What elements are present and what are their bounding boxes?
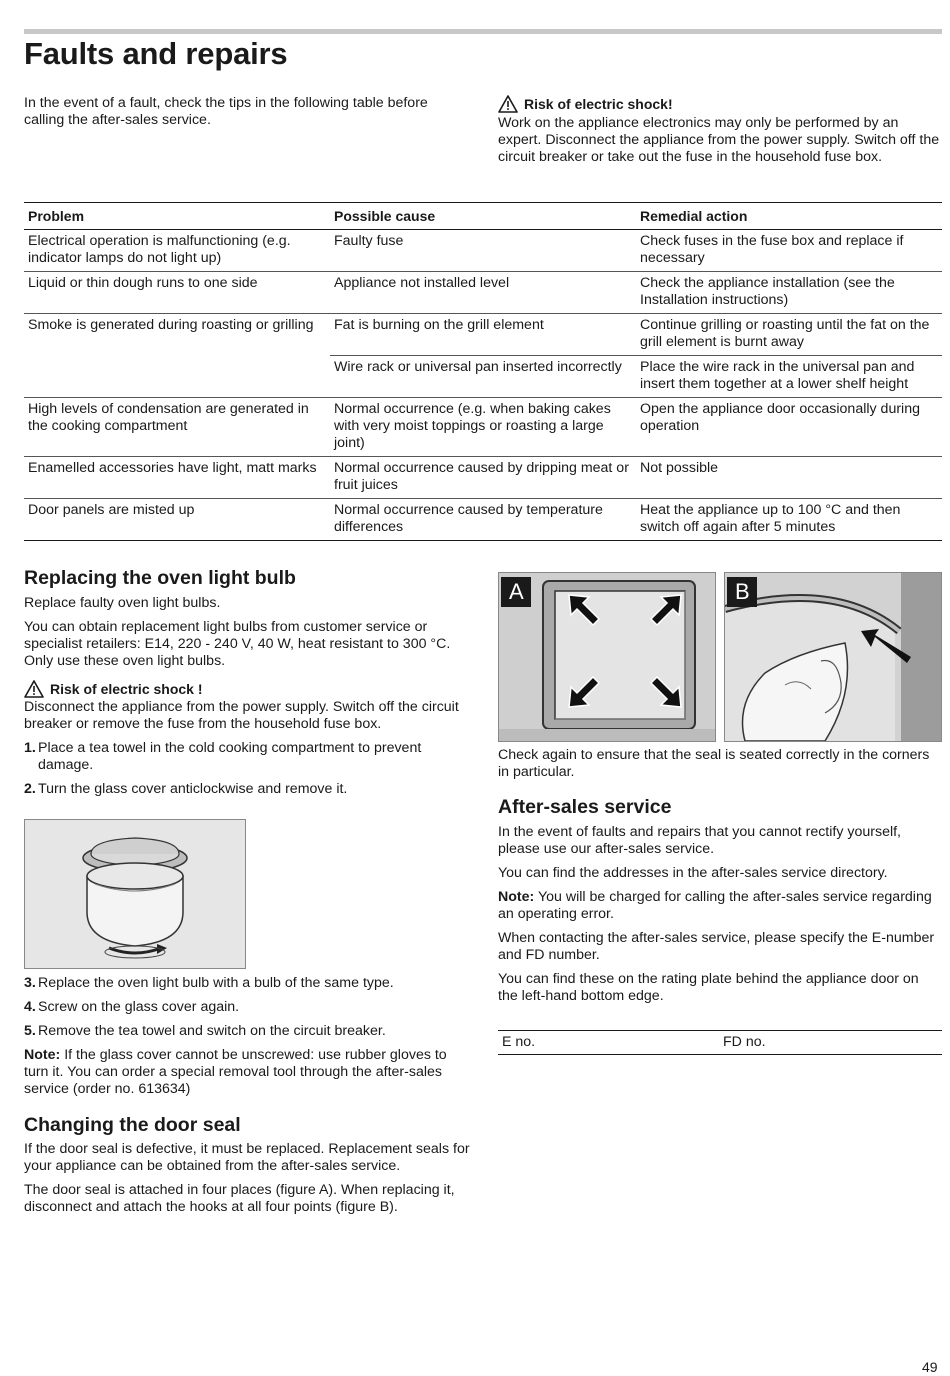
header-cause: Possible cause: [330, 203, 636, 230]
table-row: [24, 230, 942, 272]
door-seal-figure-b: [724, 572, 942, 742]
cause-cell: Normal occurrence caused by dripping meat or fruit juices: [330, 457, 636, 499]
bulb-section: [24, 567, 472, 805]
problem-cell: Door panels are misted up: [24, 499, 330, 541]
service-paragraph: In the event of faults and repairs that you cannot rectify yourself, please use our after-sales service.: [498, 824, 901, 857]
action-cell: Continue grilling or roasting until the fat on the grill element is burnt away: [636, 314, 942, 356]
service-heading: After-sales service: [498, 796, 672, 818]
action-cell: Not possible: [636, 457, 942, 499]
page-title: Faults and repairs: [24, 36, 288, 71]
list-item: 5. Remove the tea towel and switch on the circuit breaker.: [24, 1023, 386, 1039]
service-column: [498, 747, 942, 1012]
cause-cell: Faulty fuse: [330, 230, 636, 272]
table-row: [24, 457, 942, 499]
problem-cell: Liquid or thin dough runs to one side: [24, 272, 330, 314]
cause-cell: Wire rack or universal pan inserted incorrectly: [330, 356, 636, 398]
header-action: Remedial action: [636, 203, 942, 230]
seal-heading: Changing the door seal: [24, 1114, 241, 1136]
action-cell: Check fuses in the fuse box and replace if necessary: [636, 230, 942, 272]
list-item: 2. Turn the glass cover anticlockwise and remove it.: [24, 781, 348, 797]
seal-paragraph: The door seal is attached in four places (figure A). When replacing it, disconnect and attach the hooks at all four points (figure B).: [24, 1182, 455, 1215]
intro-text: In the event of a fault, check the tips in the following table before calling the after-sales service.: [24, 95, 428, 128]
problem-cell: Enamelled accessories have light, matt marks: [24, 457, 330, 499]
bulb-paragraph: You can obtain replacement light bulbs from customer service or specialist retailers: E14, 220 - 240 V, 40 W, heat resistant to 300 °C. Only use these oven light bulbs.: [24, 619, 451, 669]
bulb-warning-title: Risk of electric shock !: [50, 680, 203, 697]
table-row: [24, 398, 942, 457]
list-item: 4. Screw on the glass cover again.: [24, 999, 240, 1015]
list-item: 3. Replace the oven light bulb with a bulb of the same type.: [24, 975, 394, 991]
action-cell: Heat the appliance up to 100 °C and then switch off again after 5 minutes: [636, 499, 942, 541]
bulb-paragraph: Replace faulty oven light bulbs.: [24, 595, 221, 611]
warning-text: Work on the appliance electronics may only be performed by an expert. Disconnect the appliance from the power supply. Switch off the circuit breaker or take out the fuse in the household fuse box.: [498, 115, 940, 165]
e-fd-number-box: [498, 1030, 942, 1055]
action-cell: Place the wire rack in the universal pan and insert them together at a lower shelf height: [636, 356, 942, 398]
electric-shock-warning: [498, 95, 942, 166]
seal-paragraph: If the door seal is defective, it must be replaced. Replacement seals for your appliance can be obtained from the after-sales service.: [24, 1141, 470, 1174]
bulb-steps: [24, 740, 472, 798]
problem-cell: High levels of condensation are generated in the cooking compartment: [24, 398, 330, 457]
action-cell: Open the appliance door occasionally during operation: [636, 398, 942, 457]
cause-cell: Appliance not installed level: [330, 272, 636, 314]
service-note: Note: You will be charged for calling the after-sales service regarding an operating error.: [498, 889, 932, 922]
action-cell: Check the appliance installation (see the Installation instructions): [636, 272, 942, 314]
problem-cell: Smoke is generated during roasting or grilling: [24, 314, 330, 398]
cause-cell: Fat is burning on the grill element: [330, 314, 636, 356]
e-number-label: E no.: [502, 1034, 536, 1050]
bulb-note: Note: If the glass cover cannot be unscrewed: use rubber gloves to turn it. You can order a special removal tool through the after-sales service (order no. 613634): [24, 1047, 447, 1097]
top-rule: [24, 29, 942, 34]
service-paragraph: You can find these on the rating plate behind the appliance door on the left-hand bottom edge.: [498, 971, 919, 1004]
bulb-warning-text: Disconnect the appliance from the power supply. Switch off the circuit breaker or remove the fuse from the household fuse box.: [24, 699, 459, 732]
bulb-heading: Replacing the oven light bulb: [24, 567, 296, 589]
page-number: 49: [922, 1359, 938, 1375]
warning-title: Risk of electric shock!: [524, 95, 673, 112]
table-row: [24, 314, 942, 356]
warning-triangle-icon: [498, 95, 518, 113]
service-paragraph: You can find the addresses in the after-sales service directory.: [498, 865, 888, 881]
service-paragraph: When contacting the after-sales service, please specify the E-number and FD number.: [498, 930, 935, 963]
table-row: [24, 499, 942, 541]
seal-caption: Check again to ensure that the seal is seated correctly in the corners in particular.: [498, 747, 930, 780]
warning-triangle-icon: [24, 680, 44, 698]
figure-label-a: A: [509, 579, 524, 604]
table-row: [24, 272, 942, 314]
figure-label-b: B: [735, 579, 750, 604]
faults-table: [24, 202, 942, 541]
header-problem: Problem: [24, 203, 330, 230]
door-seal-figure-a: [498, 572, 716, 742]
list-item: 1. Place a tea towel in the cold cooking compartment to prevent damage.: [24, 740, 422, 773]
cause-cell: Normal occurrence caused by temperature differences: [330, 499, 636, 541]
problem-cell: Electrical operation is malfunctioning (e.g. indicator lamps do not light up): [24, 230, 330, 272]
bulb-section-continued: [24, 975, 472, 1223]
bulb-steps: [24, 975, 472, 1040]
cause-cell: Normal occurrence (e.g. when baking cakes with very moist toppings or roasting a large joint): [330, 398, 636, 457]
bulb-cover-illustration: [24, 819, 246, 969]
fd-number-label: FD no.: [723, 1034, 766, 1050]
